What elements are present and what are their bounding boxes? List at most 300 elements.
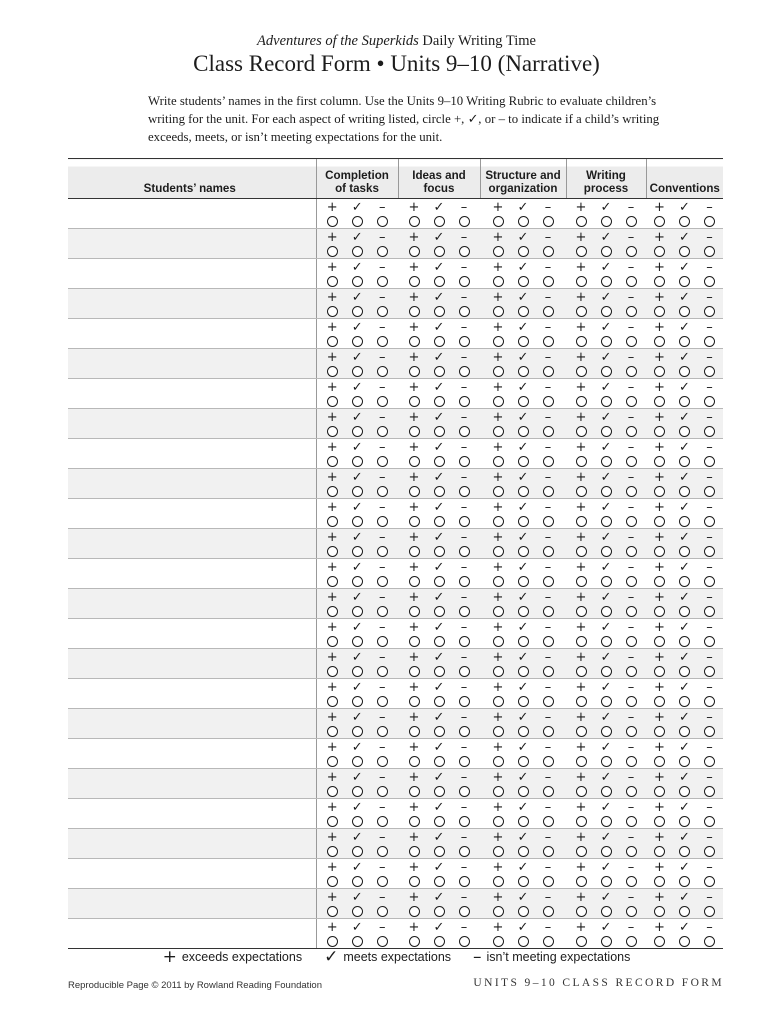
circle-icon[interactable] [459, 876, 470, 887]
circle-icon[interactable] [626, 486, 637, 497]
circle-icon[interactable] [704, 696, 715, 707]
rating-option[interactable] [455, 921, 473, 947]
rating-option[interactable] [405, 411, 423, 437]
circle-icon[interactable] [654, 696, 665, 707]
circle-icon[interactable] [601, 786, 612, 797]
circle-icon[interactable] [576, 246, 587, 257]
rating-option[interactable] [514, 741, 532, 767]
circle-icon[interactable] [626, 816, 637, 827]
rating-option[interactable] [405, 441, 423, 467]
circle-icon[interactable] [409, 666, 420, 677]
circle-icon[interactable] [601, 576, 612, 587]
rating-option[interactable] [539, 531, 557, 557]
rating-option[interactable] [455, 591, 473, 617]
rating-option[interactable] [622, 411, 640, 437]
circle-icon[interactable] [327, 396, 338, 407]
circle-icon[interactable] [493, 936, 504, 947]
circle-icon[interactable] [543, 816, 554, 827]
circle-icon[interactable] [679, 306, 690, 317]
rating-option[interactable] [597, 711, 615, 737]
circle-icon[interactable] [352, 546, 363, 557]
circle-icon[interactable] [377, 216, 388, 227]
rating-option[interactable] [651, 681, 669, 707]
rating-option[interactable] [622, 651, 640, 677]
circle-icon[interactable] [377, 876, 388, 887]
circle-icon[interactable] [352, 906, 363, 917]
circle-icon[interactable] [626, 786, 637, 797]
rating-option[interactable] [323, 801, 341, 827]
rating-option[interactable] [701, 501, 719, 527]
circle-icon[interactable] [327, 846, 338, 857]
circle-icon[interactable] [493, 846, 504, 857]
rating-option[interactable] [514, 381, 532, 407]
rating-option[interactable] [701, 531, 719, 557]
student-name-cell[interactable] [68, 499, 316, 529]
circle-icon[interactable] [626, 606, 637, 617]
rating-option[interactable] [514, 621, 532, 647]
rating-option[interactable] [597, 291, 615, 317]
rating-option[interactable] [539, 771, 557, 797]
circle-icon[interactable] [434, 576, 445, 587]
rating-option[interactable] [323, 411, 341, 437]
rating-option[interactable] [514, 201, 532, 227]
rating-option[interactable] [622, 441, 640, 467]
circle-icon[interactable] [459, 246, 470, 257]
circle-icon[interactable] [601, 756, 612, 767]
rating-option[interactable] [676, 231, 694, 257]
circle-icon[interactable] [679, 576, 690, 587]
circle-icon[interactable] [601, 606, 612, 617]
circle-icon[interactable] [493, 336, 504, 347]
circle-icon[interactable] [679, 936, 690, 947]
rating-option[interactable] [622, 891, 640, 917]
rating-option[interactable] [676, 381, 694, 407]
circle-icon[interactable] [626, 336, 637, 347]
rating-option[interactable] [455, 711, 473, 737]
circle-icon[interactable] [409, 906, 420, 917]
student-name-cell[interactable] [68, 679, 316, 709]
circle-icon[interactable] [601, 276, 612, 287]
rating-option[interactable] [348, 381, 366, 407]
circle-icon[interactable] [704, 846, 715, 857]
rating-option[interactable] [405, 471, 423, 497]
rating-option[interactable] [405, 651, 423, 677]
circle-icon[interactable] [434, 426, 445, 437]
circle-icon[interactable] [434, 816, 445, 827]
circle-icon[interactable] [654, 876, 665, 887]
student-name-cell[interactable] [68, 559, 316, 589]
circle-icon[interactable] [626, 396, 637, 407]
rating-option[interactable] [373, 831, 391, 857]
rating-option[interactable] [676, 801, 694, 827]
student-name-cell[interactable] [68, 769, 316, 799]
circle-icon[interactable] [626, 576, 637, 587]
circle-icon[interactable] [654, 786, 665, 797]
circle-icon[interactable] [601, 486, 612, 497]
rating-option[interactable] [455, 651, 473, 677]
student-name-cell[interactable] [68, 709, 316, 739]
rating-option[interactable] [701, 891, 719, 917]
rating-option[interactable] [597, 921, 615, 947]
circle-icon[interactable] [704, 516, 715, 527]
circle-icon[interactable] [704, 876, 715, 887]
rating-option[interactable] [373, 921, 391, 947]
circle-icon[interactable] [434, 636, 445, 647]
rating-option[interactable] [539, 801, 557, 827]
rating-option[interactable] [373, 231, 391, 257]
rating-option[interactable] [405, 201, 423, 227]
rating-option[interactable] [651, 471, 669, 497]
circle-icon[interactable] [601, 426, 612, 437]
circle-icon[interactable] [654, 606, 665, 617]
circle-icon[interactable] [327, 576, 338, 587]
circle-icon[interactable] [601, 336, 612, 347]
circle-icon[interactable] [626, 456, 637, 467]
circle-icon[interactable] [352, 336, 363, 347]
circle-icon[interactable] [543, 516, 554, 527]
circle-icon[interactable] [679, 636, 690, 647]
circle-icon[interactable] [327, 786, 338, 797]
circle-icon[interactable] [377, 726, 388, 737]
rating-option[interactable] [701, 441, 719, 467]
rating-option[interactable] [676, 591, 694, 617]
circle-icon[interactable] [493, 546, 504, 557]
rating-option[interactable] [676, 261, 694, 287]
rating-option[interactable] [489, 921, 507, 947]
rating-option[interactable] [539, 291, 557, 317]
rating-option[interactable] [373, 201, 391, 227]
student-name-cell[interactable] [68, 619, 316, 649]
rating-option[interactable] [373, 351, 391, 377]
rating-option[interactable] [539, 231, 557, 257]
rating-option[interactable] [514, 891, 532, 917]
rating-option[interactable] [373, 711, 391, 737]
rating-option[interactable] [676, 531, 694, 557]
rating-option[interactable] [373, 621, 391, 647]
rating-option[interactable] [597, 591, 615, 617]
circle-icon[interactable] [654, 456, 665, 467]
rating-option[interactable] [430, 261, 448, 287]
circle-icon[interactable] [493, 906, 504, 917]
circle-icon[interactable] [576, 306, 587, 317]
rating-option[interactable] [430, 891, 448, 917]
rating-option[interactable] [430, 201, 448, 227]
circle-icon[interactable] [543, 936, 554, 947]
rating-option[interactable] [539, 561, 557, 587]
circle-icon[interactable] [459, 846, 470, 857]
rating-option[interactable] [489, 291, 507, 317]
rating-option[interactable] [323, 651, 341, 677]
rating-option[interactable] [348, 561, 366, 587]
rating-option[interactable] [597, 861, 615, 887]
rating-option[interactable] [597, 831, 615, 857]
rating-option[interactable] [597, 891, 615, 917]
rating-option[interactable] [622, 861, 640, 887]
rating-option[interactable] [701, 201, 719, 227]
circle-icon[interactable] [518, 276, 529, 287]
circle-icon[interactable] [601, 816, 612, 827]
circle-icon[interactable] [543, 666, 554, 677]
rating-option[interactable] [455, 561, 473, 587]
circle-icon[interactable] [576, 936, 587, 947]
circle-icon[interactable] [409, 336, 420, 347]
circle-icon[interactable] [679, 426, 690, 437]
rating-option[interactable] [572, 561, 590, 587]
circle-icon[interactable] [704, 456, 715, 467]
circle-icon[interactable] [704, 636, 715, 647]
circle-icon[interactable] [576, 366, 587, 377]
rating-option[interactable] [405, 831, 423, 857]
circle-icon[interactable] [704, 756, 715, 767]
circle-icon[interactable] [327, 546, 338, 557]
rating-option[interactable] [348, 681, 366, 707]
circle-icon[interactable] [409, 846, 420, 857]
rating-option[interactable] [430, 531, 448, 557]
rating-option[interactable] [405, 711, 423, 737]
student-name-cell[interactable] [68, 349, 316, 379]
rating-option[interactable] [622, 921, 640, 947]
circle-icon[interactable] [352, 786, 363, 797]
rating-option[interactable] [676, 441, 694, 467]
rating-option[interactable] [651, 321, 669, 347]
circle-icon[interactable] [352, 936, 363, 947]
circle-icon[interactable] [518, 606, 529, 617]
circle-icon[interactable] [409, 546, 420, 557]
circle-icon[interactable] [601, 456, 612, 467]
circle-icon[interactable] [654, 816, 665, 827]
student-name-cell[interactable] [68, 229, 316, 259]
circle-icon[interactable] [654, 246, 665, 257]
rating-option[interactable] [405, 231, 423, 257]
student-name-cell[interactable] [68, 739, 316, 769]
rating-option[interactable] [622, 381, 640, 407]
student-name-cell[interactable] [68, 799, 316, 829]
circle-icon[interactable] [434, 786, 445, 797]
circle-icon[interactable] [459, 216, 470, 227]
rating-option[interactable] [676, 471, 694, 497]
rating-option[interactable] [597, 621, 615, 647]
circle-icon[interactable] [459, 426, 470, 437]
circle-icon[interactable] [377, 846, 388, 857]
circle-icon[interactable] [679, 606, 690, 617]
circle-icon[interactable] [576, 216, 587, 227]
circle-icon[interactable] [654, 336, 665, 347]
circle-icon[interactable] [518, 306, 529, 317]
rating-option[interactable] [455, 381, 473, 407]
rating-option[interactable] [455, 621, 473, 647]
circle-icon[interactable] [704, 606, 715, 617]
circle-icon[interactable] [434, 906, 445, 917]
circle-icon[interactable] [654, 486, 665, 497]
rating-option[interactable] [651, 891, 669, 917]
circle-icon[interactable] [327, 246, 338, 257]
rating-option[interactable] [489, 681, 507, 707]
circle-icon[interactable] [626, 666, 637, 677]
rating-option[interactable] [572, 921, 590, 947]
rating-option[interactable] [539, 891, 557, 917]
rating-option[interactable] [348, 891, 366, 917]
rating-option[interactable] [514, 801, 532, 827]
rating-option[interactable] [676, 771, 694, 797]
rating-option[interactable] [622, 231, 640, 257]
circle-icon[interactable] [327, 306, 338, 317]
circle-icon[interactable] [518, 486, 529, 497]
rating-option[interactable] [676, 741, 694, 767]
rating-option[interactable] [430, 501, 448, 527]
circle-icon[interactable] [704, 306, 715, 317]
circle-icon[interactable] [377, 606, 388, 617]
rating-option[interactable] [455, 261, 473, 287]
rating-option[interactable] [455, 231, 473, 257]
circle-icon[interactable] [327, 666, 338, 677]
rating-option[interactable] [572, 471, 590, 497]
rating-option[interactable] [572, 411, 590, 437]
circle-icon[interactable] [518, 936, 529, 947]
rating-option[interactable] [676, 681, 694, 707]
circle-icon[interactable] [518, 726, 529, 737]
rating-option[interactable] [323, 231, 341, 257]
rating-option[interactable] [348, 291, 366, 317]
circle-icon[interactable] [518, 216, 529, 227]
rating-option[interactable] [323, 621, 341, 647]
circle-icon[interactable] [409, 606, 420, 617]
rating-option[interactable] [373, 891, 391, 917]
rating-option[interactable] [701, 921, 719, 947]
rating-option[interactable] [489, 591, 507, 617]
rating-option[interactable] [514, 591, 532, 617]
rating-option[interactable] [323, 921, 341, 947]
rating-option[interactable] [701, 471, 719, 497]
rating-option[interactable] [701, 381, 719, 407]
rating-option[interactable] [455, 501, 473, 527]
rating-option[interactable] [373, 861, 391, 887]
circle-icon[interactable] [518, 546, 529, 557]
rating-option[interactable] [489, 741, 507, 767]
circle-icon[interactable] [377, 696, 388, 707]
circle-icon[interactable] [377, 246, 388, 257]
rating-option[interactable] [676, 351, 694, 377]
rating-option[interactable] [572, 441, 590, 467]
rating-option[interactable] [323, 531, 341, 557]
circle-icon[interactable] [409, 936, 420, 947]
rating-option[interactable] [430, 651, 448, 677]
rating-option[interactable] [514, 501, 532, 527]
rating-option[interactable] [597, 381, 615, 407]
rating-option[interactable] [651, 831, 669, 857]
circle-icon[interactable] [327, 486, 338, 497]
circle-icon[interactable] [409, 246, 420, 257]
student-name-cell[interactable] [68, 439, 316, 469]
rating-option[interactable] [430, 591, 448, 617]
circle-icon[interactable] [679, 876, 690, 887]
circle-icon[interactable] [543, 636, 554, 647]
rating-option[interactable] [651, 261, 669, 287]
circle-icon[interactable] [576, 756, 587, 767]
rating-option[interactable] [539, 831, 557, 857]
rating-option[interactable] [323, 501, 341, 527]
rating-option[interactable] [323, 771, 341, 797]
rating-option[interactable] [539, 741, 557, 767]
rating-option[interactable] [323, 861, 341, 887]
student-name-cell[interactable] [68, 319, 316, 349]
circle-icon[interactable] [493, 816, 504, 827]
circle-icon[interactable] [493, 786, 504, 797]
circle-icon[interactable] [679, 336, 690, 347]
rating-option[interactable] [701, 831, 719, 857]
student-name-cell[interactable] [68, 589, 316, 619]
rating-option[interactable] [597, 351, 615, 377]
circle-icon[interactable] [576, 426, 587, 437]
circle-icon[interactable] [377, 906, 388, 917]
rating-option[interactable] [651, 711, 669, 737]
circle-icon[interactable] [518, 426, 529, 437]
circle-icon[interactable] [434, 936, 445, 947]
rating-option[interactable] [701, 681, 719, 707]
rating-option[interactable] [651, 291, 669, 317]
rating-option[interactable] [455, 531, 473, 557]
circle-icon[interactable] [434, 876, 445, 887]
rating-option[interactable] [430, 771, 448, 797]
rating-option[interactable] [597, 651, 615, 677]
rating-option[interactable] [622, 801, 640, 827]
circle-icon[interactable] [377, 366, 388, 377]
rating-option[interactable] [323, 321, 341, 347]
rating-option[interactable] [676, 411, 694, 437]
circle-icon[interactable] [377, 756, 388, 767]
circle-icon[interactable] [459, 396, 470, 407]
rating-option[interactable] [676, 651, 694, 677]
circle-icon[interactable] [493, 756, 504, 767]
circle-icon[interactable] [459, 336, 470, 347]
rating-option[interactable] [572, 681, 590, 707]
rating-option[interactable] [701, 651, 719, 677]
circle-icon[interactable] [377, 816, 388, 827]
circle-icon[interactable] [543, 486, 554, 497]
rating-option[interactable] [405, 531, 423, 557]
circle-icon[interactable] [626, 246, 637, 257]
circle-icon[interactable] [434, 606, 445, 617]
circle-icon[interactable] [543, 246, 554, 257]
circle-icon[interactable] [679, 486, 690, 497]
rating-option[interactable] [701, 231, 719, 257]
circle-icon[interactable] [626, 306, 637, 317]
circle-icon[interactable] [654, 666, 665, 677]
circle-icon[interactable] [543, 786, 554, 797]
rating-option[interactable] [489, 231, 507, 257]
rating-option[interactable] [455, 201, 473, 227]
circle-icon[interactable] [576, 876, 587, 887]
circle-icon[interactable] [543, 756, 554, 767]
rating-option[interactable] [514, 651, 532, 677]
circle-icon[interactable] [377, 486, 388, 497]
rating-option[interactable] [405, 891, 423, 917]
rating-option[interactable] [597, 501, 615, 527]
circle-icon[interactable] [576, 636, 587, 647]
rating-option[interactable] [676, 831, 694, 857]
circle-icon[interactable] [377, 516, 388, 527]
circle-icon[interactable] [576, 606, 587, 617]
circle-icon[interactable] [601, 516, 612, 527]
circle-icon[interactable] [601, 846, 612, 857]
circle-icon[interactable] [459, 756, 470, 767]
rating-option[interactable] [539, 501, 557, 527]
circle-icon[interactable] [434, 336, 445, 347]
circle-icon[interactable] [626, 516, 637, 527]
circle-icon[interactable] [434, 846, 445, 857]
circle-icon[interactable] [543, 336, 554, 347]
rating-option[interactable] [514, 561, 532, 587]
circle-icon[interactable] [704, 246, 715, 257]
